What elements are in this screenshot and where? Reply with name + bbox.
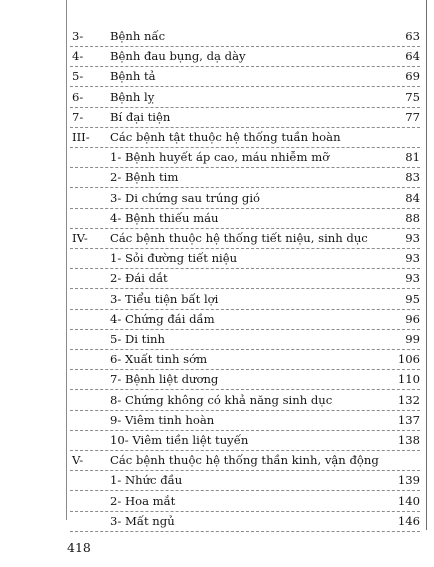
toc-entry-number: 3- xyxy=(72,29,84,43)
toc-entry-title: 3- Mất ngủ xyxy=(110,513,175,528)
toc-entry-title: 2- Đái dắt xyxy=(110,271,168,286)
toc-entry-title: 9- Viêm tinh hoàn xyxy=(110,412,215,427)
toc-row xyxy=(0,288,434,310)
toc-row xyxy=(0,308,434,330)
toc-entry-title: Bệnh nấc xyxy=(110,29,166,43)
toc-row xyxy=(0,368,434,390)
toc-entry-title: 1- Bệnh huyết áp cao, máu nhiễm mỡ xyxy=(110,150,330,165)
toc-entry-number: 4- xyxy=(72,49,84,64)
toc-entry-number: V- xyxy=(72,453,84,468)
toc-page-number: 84 xyxy=(405,190,420,205)
toc-section-title: Các bệnh tật thuộc hệ thống tuần hoàn xyxy=(110,130,341,144)
toc-page-number: 93 xyxy=(405,271,420,286)
toc-page-number: 69 xyxy=(405,69,420,84)
toc-row xyxy=(0,207,434,229)
toc-row xyxy=(0,65,434,87)
toc-page-number: 64 xyxy=(405,49,420,64)
toc-page-number: 96 xyxy=(405,311,420,326)
toc-entry-title: 2- Bệnh tim xyxy=(110,170,179,185)
toc-row xyxy=(0,328,434,350)
toc-row xyxy=(0,227,434,249)
toc-row xyxy=(0,106,434,128)
toc-entry-title: 1- Sỏi đường tiết niệu xyxy=(110,251,238,266)
toc-entry-title: Bệnh tả xyxy=(110,69,156,84)
toc-row xyxy=(0,510,434,532)
toc-entry-title: Bệnh đau bụng, dạ dày xyxy=(110,49,246,64)
toc-entry-title: 4- Bệnh thiếu máu xyxy=(110,210,219,225)
toc-entry-title: Bệnh lỵ xyxy=(110,89,155,104)
toc-entry-number: III- xyxy=(72,130,90,144)
toc-page-number: 132 xyxy=(397,392,420,407)
toc-page-number: 88 xyxy=(405,210,420,225)
toc-section-title: Các bệnh thuộc hệ thống tiết niệu, sinh dục xyxy=(110,231,368,245)
toc-entry-title: 3- Di chứng sau trúng gió xyxy=(110,190,261,205)
toc-entry-title: 3- Tiểu tiện bất lợi xyxy=(110,291,219,306)
toc-entry-number: 6- xyxy=(72,89,84,104)
toc-entry-title: 6- Xuất tinh sớm xyxy=(110,352,208,367)
toc-page-number: 93 xyxy=(405,251,420,266)
toc-row xyxy=(0,247,434,269)
toc-row xyxy=(0,45,434,67)
toc-entry-title: Bí đại tiện xyxy=(110,109,171,124)
toc-page-number: 137 xyxy=(397,412,420,427)
toc-row xyxy=(0,389,434,411)
toc-row xyxy=(0,267,434,289)
toc-page-number: 110 xyxy=(397,372,420,387)
toc-row xyxy=(0,490,434,512)
toc-entry-number: IV- xyxy=(72,231,88,245)
toc-page-number: 75 xyxy=(405,89,420,104)
toc-row xyxy=(0,126,434,148)
toc-page-number: 106 xyxy=(397,352,420,367)
toc-entry-title: 5- Di tinh xyxy=(110,332,165,346)
toc-entry-title: 2- Hoa mắt xyxy=(110,493,176,508)
toc-page-number: 146 xyxy=(397,513,420,528)
toc-page-number: 63 xyxy=(405,29,420,43)
toc-row xyxy=(0,86,434,108)
toc-row xyxy=(0,166,434,188)
page-number: 418 xyxy=(67,540,91,555)
toc-page-number: 77 xyxy=(405,109,420,124)
toc-row xyxy=(0,187,434,209)
toc-page-number: 140 xyxy=(397,493,420,508)
toc-entry-title: 7- Bệnh liệt dương xyxy=(110,372,219,387)
toc-row xyxy=(0,429,434,451)
toc-entry-number: 5- xyxy=(72,69,84,84)
toc-page-number: 138 xyxy=(397,433,420,447)
toc-row xyxy=(0,469,434,491)
dotted-leader-line xyxy=(70,531,420,532)
toc-page-number: 93 xyxy=(405,231,420,245)
toc-entry-title: 8- Chứng không có khả năng sinh dục xyxy=(110,392,333,407)
toc-section-title: Các bệnh thuộc hệ thống thần kinh, vận động xyxy=(110,453,379,468)
toc-row xyxy=(0,409,434,431)
toc-row xyxy=(0,449,434,471)
toc-row xyxy=(0,348,434,370)
toc-entry-number: 7- xyxy=(72,109,84,124)
toc-entry-title: 4- Chứng đái dầm xyxy=(110,311,215,326)
toc-page-number: 139 xyxy=(397,473,420,488)
toc-entry-title: 1- Nhức đầu xyxy=(110,473,183,488)
toc-page-number: 99 xyxy=(405,332,420,346)
toc-row xyxy=(0,146,434,168)
toc-row xyxy=(0,25,434,47)
toc-page-number: 81 xyxy=(405,150,420,165)
toc-page-number: 95 xyxy=(405,291,420,306)
toc-entry-title: 10- Viêm tiền liệt tuyến xyxy=(110,433,249,447)
toc-page-number: 83 xyxy=(405,170,420,185)
